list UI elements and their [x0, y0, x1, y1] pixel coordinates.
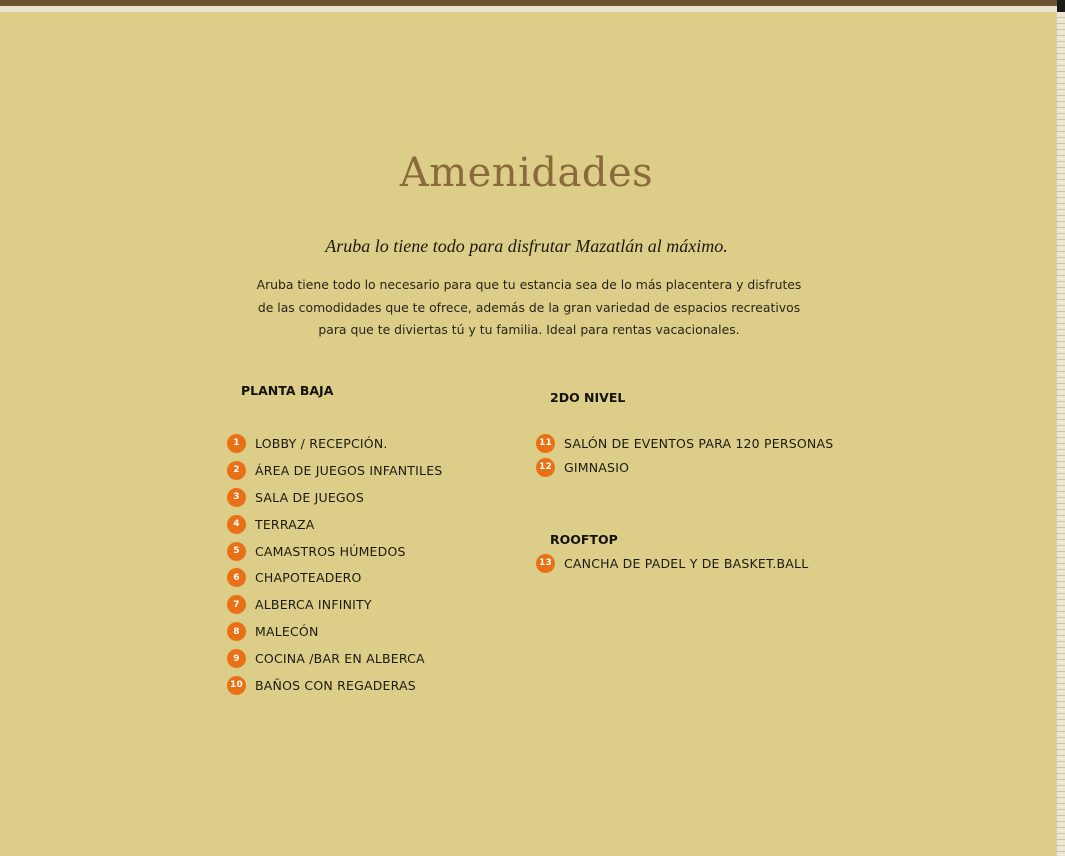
list-item — [227, 484, 442, 511]
list-item — [227, 457, 442, 484]
amenity-label: LOBBY / RECEPCIÓN. — [255, 435, 388, 451]
list-item — [227, 430, 442, 457]
amenity-label: CAMASTROS HÚMEDOS — [255, 543, 406, 559]
amenity-label: ALBERCA INFINITY — [255, 597, 372, 613]
amenity-label: GIMNASIO — [564, 459, 630, 475]
number-badge: 11 — [536, 434, 555, 453]
number-badge: 6 — [227, 568, 246, 587]
number-badge: 2 — [227, 461, 246, 480]
number-badge: 5 — [227, 542, 246, 561]
number-badge: 1 — [227, 434, 246, 453]
number-badge: 3 — [227, 488, 246, 507]
amenity-label: CHAPOTEADERO — [255, 570, 362, 586]
subtitle: Aruba lo tiene todo para disfrutar Mazatlán al máximo. — [325, 236, 728, 256]
list-item — [227, 538, 442, 565]
number-badge: 13 — [536, 554, 555, 573]
list-item — [227, 511, 442, 538]
amenity-label: CANCHA DE PADEL Y DE BASKET.BALL — [564, 555, 809, 571]
intro-line: Aruba tiene todo lo necesario para que tu estancia sea de lo más placentera y disfrutes — [256, 277, 802, 292]
top-border-highlight — [0, 6, 1058, 12]
page-title: Amenidades — [399, 150, 654, 196]
top-corner — [1057, 0, 1065, 12]
list-item — [227, 672, 442, 699]
amenity-list-2do-nivel — [536, 431, 833, 479]
amenity-label: MALECÓN — [255, 624, 319, 640]
section-heading-planta-baja: PLANTA BAJA — [241, 383, 334, 398]
list-item — [227, 591, 442, 618]
amenity-label: SALÓN DE EVENTOS PARA 120 PERSONAS — [564, 435, 834, 451]
number-badge: 8 — [227, 622, 246, 641]
number-badge: 9 — [227, 649, 246, 668]
list-item — [536, 550, 808, 577]
amenity-list-rooftop — [536, 550, 808, 577]
amenity-label: SALA DE JUEGOS — [255, 489, 364, 505]
list-item — [536, 455, 833, 479]
number-badge: 4 — [227, 515, 246, 534]
list-item — [536, 431, 833, 455]
number-badge: 7 — [227, 595, 246, 614]
amenity-label: COCINA /BAR EN ALBERCA — [255, 651, 425, 667]
intro-paragraph — [235, 274, 823, 342]
amenity-label: BAÑOS CON REGADERAS — [255, 677, 416, 693]
amenity-label: ÁREA DE JUEGOS INFANTILES — [255, 462, 443, 478]
list-item — [227, 645, 442, 672]
intro-line: para que te diviertas tú y tu familia. Ideal para rentas vacacionales. — [318, 322, 740, 337]
section-heading-rooftop: ROOFTOP — [550, 532, 618, 547]
amenity-list-planta-baja — [227, 430, 442, 699]
list-item — [227, 564, 442, 591]
number-badge: 10 — [227, 676, 246, 695]
scrollbar[interactable] — [1056, 12, 1065, 856]
amenity-label: TERRAZA — [255, 516, 315, 532]
number-badge: 12 — [536, 458, 555, 477]
intro-line: de las comodidades que te ofrece, además de la gran variedad de espacios recreativos — [257, 299, 801, 315]
list-item — [227, 618, 442, 645]
section-heading-2do-nivel: 2DO NIVEL — [550, 390, 626, 405]
